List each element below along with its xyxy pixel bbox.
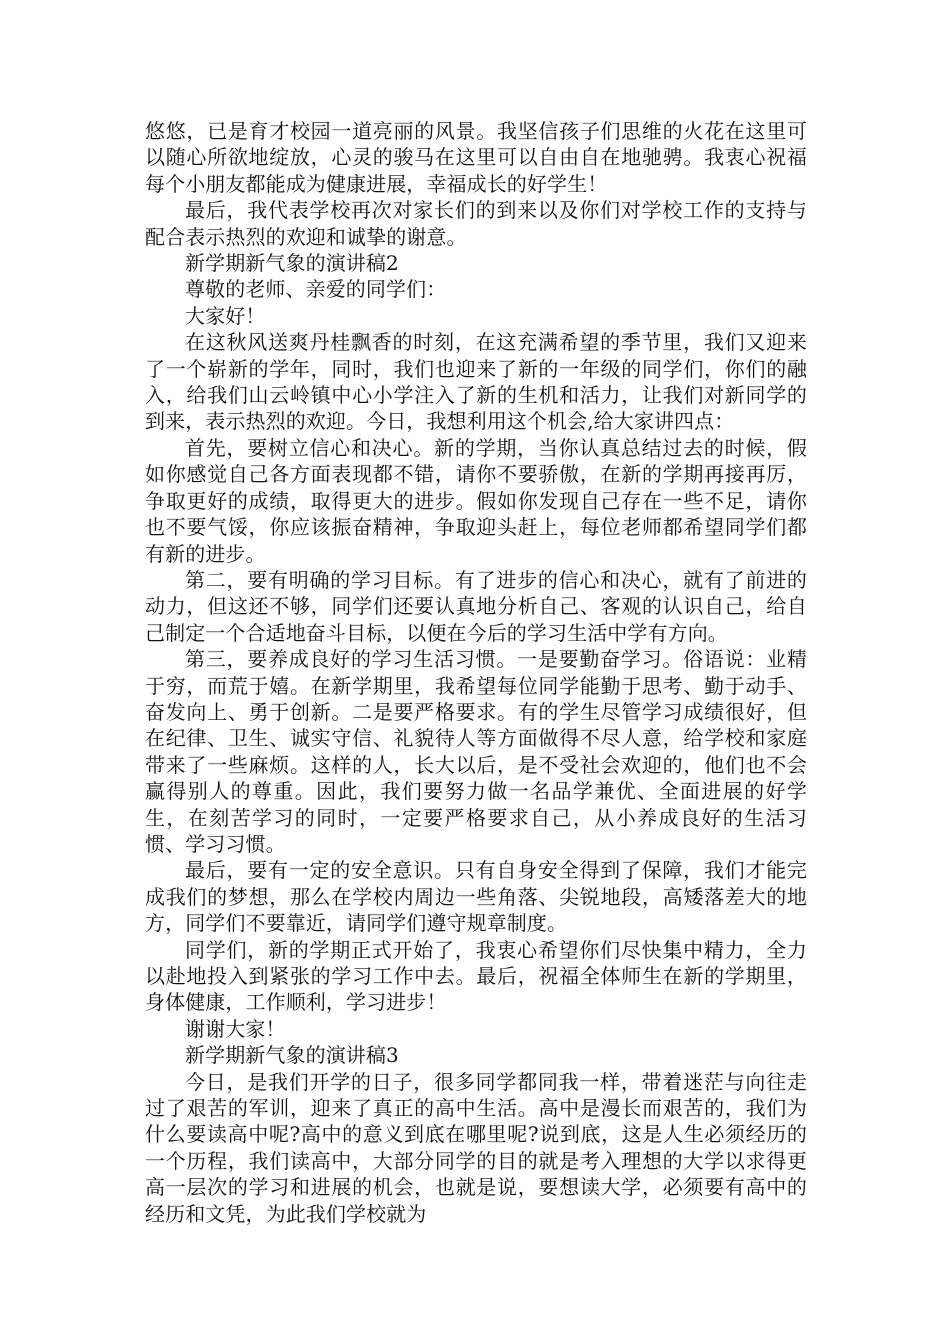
paragraph: 首先，要树立信心和决心。新的学期，当你认真总结过去的时候，假如你感觉自己各方面表现都不错，请你不要骄傲，在新的学期再接再厉，争取更好的成绩，取得更大的进步。假如你发现自己存在一些不足，请你也不要气馁，你应该振奋精神，争取迎头赶上，每位老师都希望同学们都有新的进步。 (145, 435, 807, 566)
section-heading: 新学期新气象的演讲稿2 (185, 251, 399, 276)
paragraph: 第三，要养成良好的学习生活习惯。一是要勤奋学习。俗语说：业精于穷，而荒于嬉。在新学期里，我希望每位同学能勤于思考、勤于动手、奋发向上、勇于创新。二是要严格要求。有的学生尽管学习成绩很好，但在纪律、卫生、诚实守信、礼貌待人等方面做得不尽人意，给学校和家庭带来了一些麻烦。这样的人，长大以后，是不受社会欢迎的，他们也不会赢得别人的尊重。因此，我们要努力做一名品学兼优、全面进展的好学生，在刻苦学习的同时，一定要严格要求自己，从小养成良好的生活习惯、学习习惯。 (145, 647, 807, 856)
paragraph: 第二，要有明确的学习目标。有了进步的信心和决心，就有了前进的动力，但这还不够，同学们还要认真地分析自己、客观的认识自己，给自己制定一个合适地奋斗目标，以便在今后的学习生活中学有方向。 (145, 567, 807, 645)
paragraph: 最后，我代表学校再次对家长们的到来以及你们对学校工作的支持与配合表示热烈的欢迎和诚挚的谢意。 (145, 198, 807, 249)
paragraph: 同学们，新的学期正式开始了，我衷心希望你们尽快集中精力，全力以赴地投入到紧张的学习工作中去。最后，祝福全体师生在新的学期里，身体健康，工作顺利，学习进步！ (145, 937, 807, 1015)
paragraph: 悠悠，已是育才校园一道亮丽的风景。我坚信孩子们思维的火花在这里可以随心所欲地绽放，心灵的骏马在这里可以自由自在地驰骋。我衷心祝福每个小朋友都能成为健康进展，幸福成长的好学生！ (145, 119, 807, 196)
greeting: 大家好！ (185, 303, 266, 328)
paragraph: 今日，是我们开学的日子，很多同学都同我一样，带着迷茫与向往走过了艰苦的军训，迎来了真正的高中生活。高中是漫长而艰苦的，我们为什么要读高中呢?高中的意义到底在哪里呢?说到底，这是人生必须经历的一个历程，我们读高中，大部分同学的目的就是考入理想的大学以求得更高一层次的学习和进展的机会，也就是说，要想读大学，必须要有高中的经历和文凭，为此我们学校就为 (145, 1069, 807, 1226)
section-heading: 新学期新气象的演讲稿3 (185, 1043, 399, 1068)
salutation: 尊敬的老师、亲爱的同学们： (185, 277, 447, 302)
paragraph: 在这秋风送爽丹桂飘香的时刻，在这充满希望的季节里，我们又迎来了一个崭新的学年，同时，我们也迎来了新的一年级的同学们，你们的融入，给我们山云岭镇中心小学注入了新的生机和活力，让我们对新同学的到来，表示热烈的欢迎。今日，我想利用这个机会,给大家讲四点： (145, 330, 807, 434)
paragraph: 最后，要有一定的安全意识。只有自身安全得到了保障，我们才能完成我们的梦想，那么在学校内周边一些角落、尖锐地段，高矮落差大的地方，同学们不要靠近，请同学们遵守规章制度。 (145, 858, 807, 936)
document-page (145, 118, 807, 1227)
closing: 谢谢大家！ (185, 1016, 286, 1041)
